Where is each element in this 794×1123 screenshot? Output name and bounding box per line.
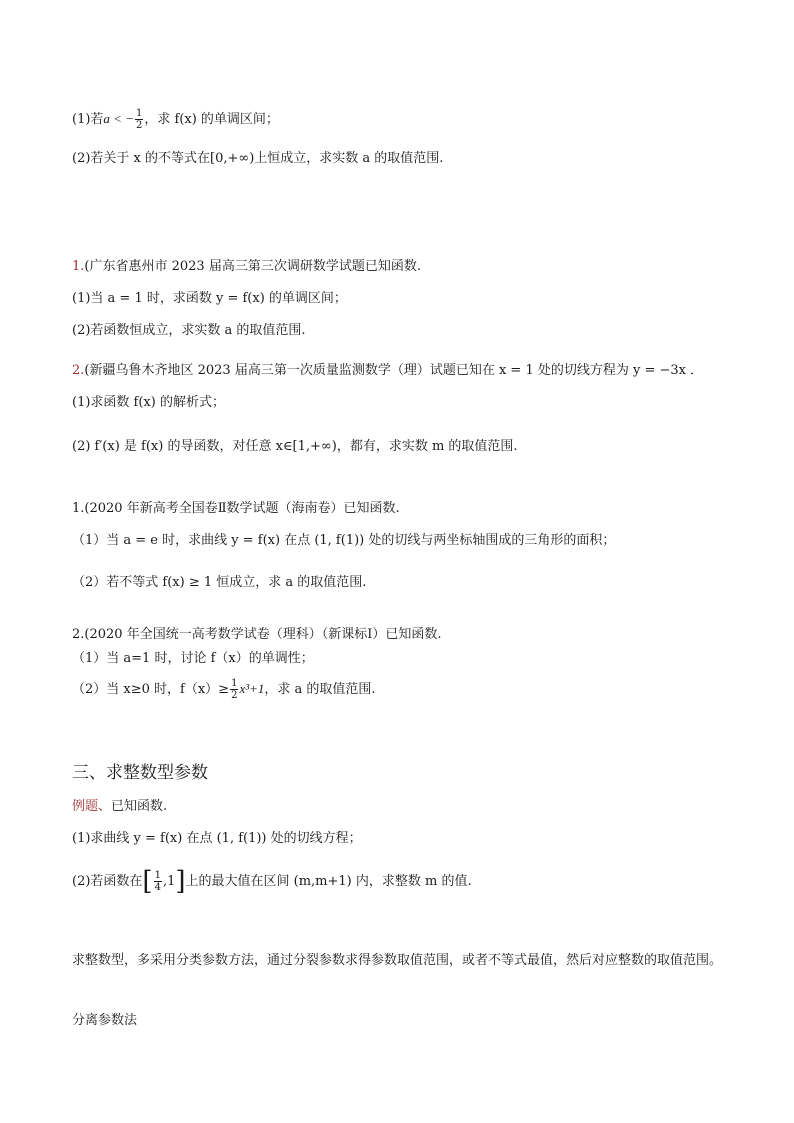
problem-3-question-1: （1）当 a = e 时，求曲线 y = f(x) 在点 (1, f(1)) 处的切线与两坐标轴围成的三角形的面积；: [72, 533, 616, 548]
problem-1-question-2: (2)若函数恒成立，求实数 a 的取值范围.: [72, 323, 306, 338]
left-bracket: [: [142, 866, 153, 897]
section-3-question-1: (1)求曲线 y = f(x) 在点 (1, f(1)) 处的切线方程；: [72, 831, 362, 846]
section-3-q2-prefix: (2)若函数在: [72, 874, 143, 889]
method-name: 分离参数法: [72, 1013, 138, 1028]
problem-2-question-2: (2) f′(x) 是 f(x) 的导函数，对任意 x∈[1,+∞)，都有，求实数 m 的取值范围.: [72, 439, 518, 454]
right-bracket: ]: [175, 866, 186, 897]
top-q1-math: a < −: [103, 111, 134, 126]
problem-4-q2-suffix: ，求 a 的取值范围.: [264, 682, 376, 697]
section-3-q2-frac-num: 1: [154, 870, 161, 881]
top-q1-suffix: ，求 f(x) 的单调区间；: [144, 112, 279, 127]
section-3-q2-suffix: 上的最大值在区间 (m,m+1) 内，求整数 m 的值.: [185, 874, 472, 889]
problem-2-question-1: (1)求函数 f(x) 的解析式；: [72, 395, 225, 410]
top-q1-frac-num: 1: [135, 108, 143, 119]
section-3-example-title: [72, 798, 167, 816]
problem-4-question-1: （1）当 a=1 时，讨论 f（x）的单调性；: [72, 651, 314, 666]
problem-2-title-text: (新疆乌鲁木齐地区 2023 届高三第一次质量监测数学（理）试题已知在 x = 1 处的切线方程为 y = −3x ．: [84, 363, 704, 378]
problem-2-title: [72, 362, 703, 380]
example-label: 例题、: [72, 799, 112, 814]
top-q1-frac-den: 2: [135, 120, 143, 131]
top-q1-fraction: [135, 108, 143, 131]
problem-4-title: 2.(2020 年全国统一高考数学试卷（理科）（新课标Ⅰ）已知函数.: [72, 627, 442, 642]
problem-2-number: 2.: [72, 363, 85, 378]
problem-1-title: [72, 258, 421, 276]
problem-3-title: 1.(2020 年新高考全国卷Ⅱ数学试题（海南卷）已知函数.: [72, 501, 400, 516]
top-q1-prefix: (1)若: [72, 112, 104, 127]
problem-4-q2-frac-den: 2: [231, 690, 238, 701]
top-question-2: (2)若关于 x 的不等式在[0,+∞)上恒成立，求实数 a 的取值范围.: [72, 151, 444, 166]
problem-3-question-2: （2）若不等式 f(x) ≥ 1 恒成立，求 a 的取值范围.: [72, 575, 367, 590]
problem-4-q2-prefix: （2）当 x≥0 时，f（x）≥: [72, 682, 230, 697]
section-3-q2-frac-den: 4: [154, 882, 161, 893]
problem-1-number: 1.: [72, 259, 85, 274]
section-3-question-2: [72, 866, 472, 897]
problem-4-q2-math: x³+1: [239, 681, 265, 696]
problem-1-title-text: (广东省惠州市 2023 届高三第三次调研数学试题已知函数.: [84, 259, 421, 274]
section-3-q2-interval-tail: ,1: [162, 874, 176, 889]
top-question-1: [72, 108, 279, 131]
example-title-text: 已知函数.: [111, 799, 168, 814]
section-3-q2-fraction: [154, 870, 162, 893]
section-3-heading: 三、求整数型参数: [72, 763, 208, 783]
method-paragraph: 求整数型，多采用分类参数方法，通过分裂参数求得参数取值范围，或者不等式最值，然后对应整数的取值范围。: [72, 953, 723, 968]
problem-4-question-2: [72, 678, 376, 701]
problem-1-question-1: (1)当 a = 1 时，求函数 y = f(x) 的单调区间；: [72, 291, 347, 306]
problem-4-q2-frac-num: 1: [231, 678, 238, 689]
problem-4-q2-fraction: [230, 678, 238, 701]
